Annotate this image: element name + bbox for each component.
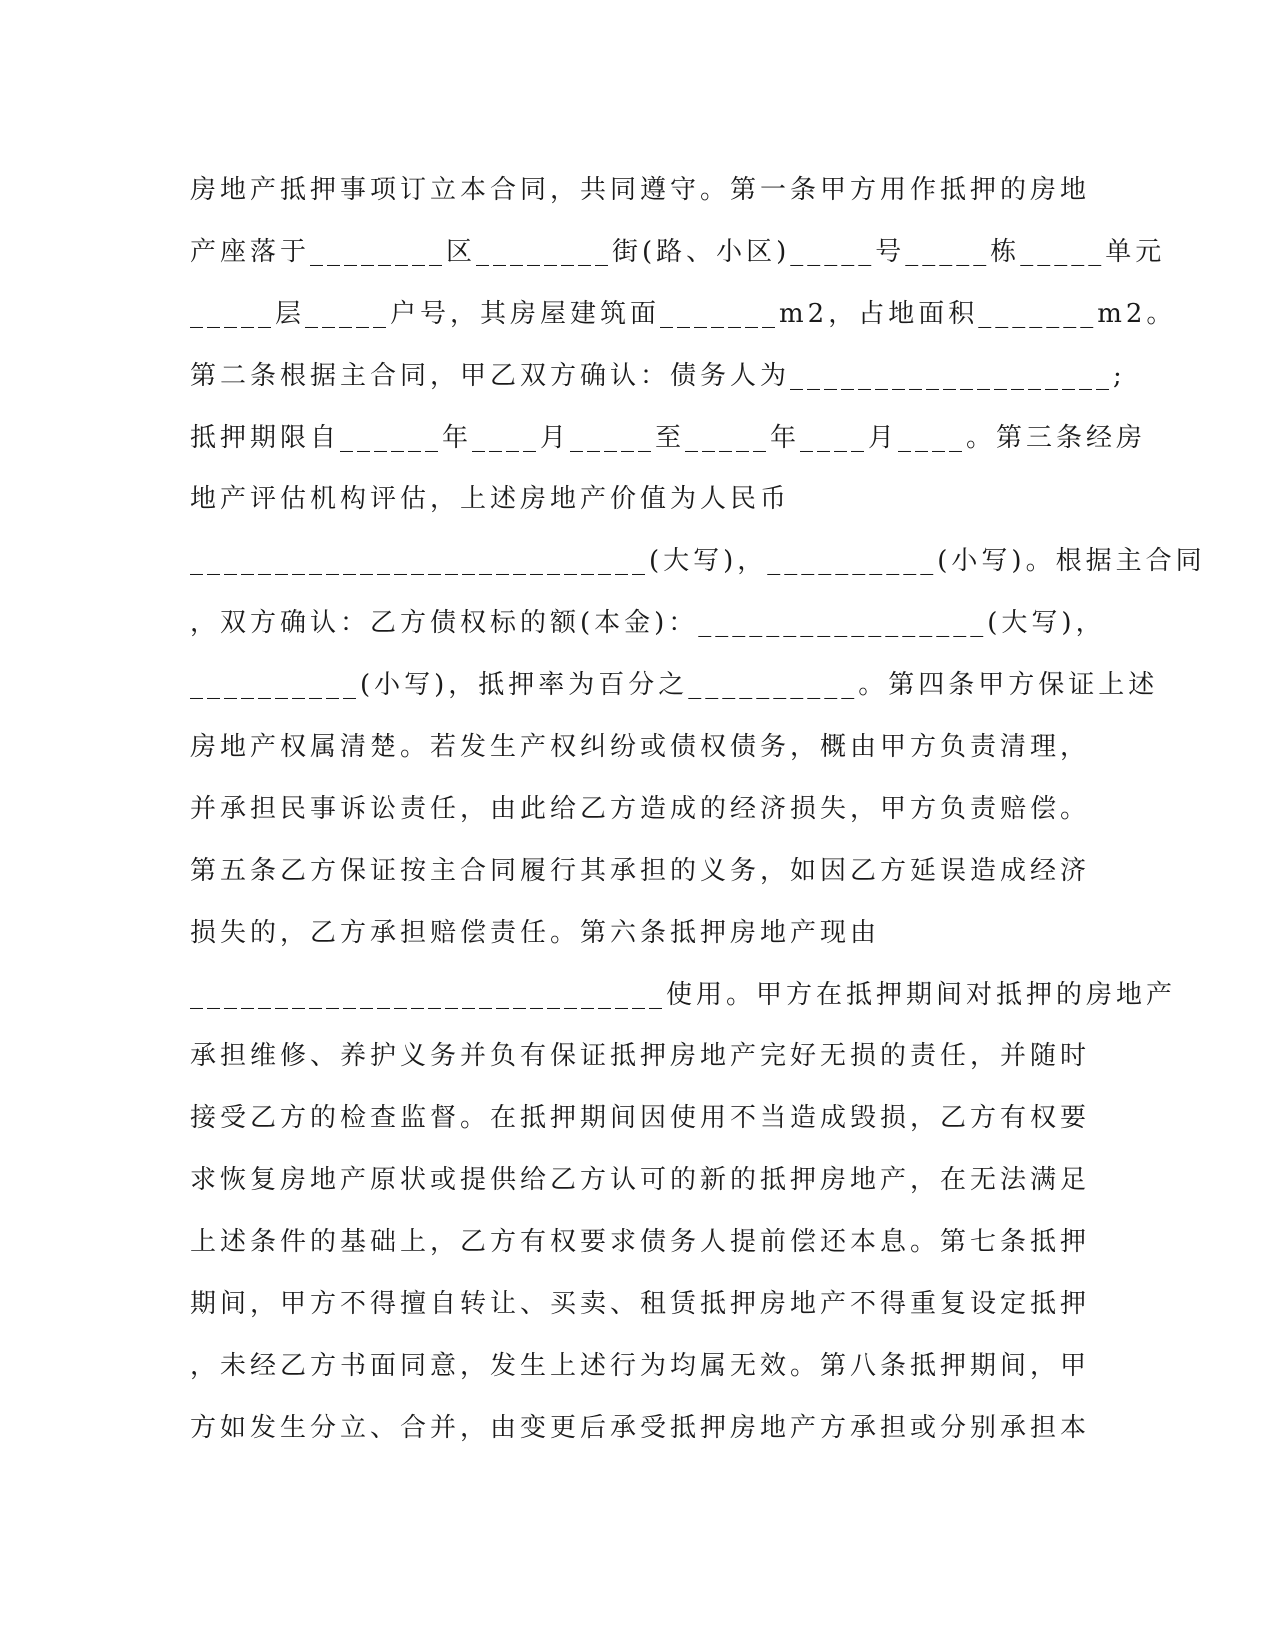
text-line: 抵押期限自______年____月_____至_____年____月____。第三条经房 bbox=[190, 422, 1147, 453]
contract-body-text bbox=[190, 160, 1206, 1460]
text-line: 第二条根据主合同，甲乙双方确认：债务人为___________________; bbox=[190, 360, 1126, 391]
text-line: 承担维修、养护义务并负有保证抵押房地产完好无损的责任，并随时 bbox=[190, 1041, 1091, 1072]
text-line: 地产评估机构评估，上述房地产价值为人民币 bbox=[190, 484, 791, 515]
text-line: ____________________________使用。甲方在抵押期间对抵押的房地产 bbox=[190, 979, 1177, 1010]
text-line: 第五条乙方保证按主合同履行其承担的义务，如因乙方延误造成经济 bbox=[190, 855, 1091, 886]
text-line: 接受乙方的检查监督。在抵押期间因使用不当造成毁损，乙方有权要 bbox=[190, 1103, 1091, 1134]
text-line: 房地产权属清楚。若发生产权纠纷或债权债务，概由甲方负责清理， bbox=[190, 732, 1091, 763]
text-line: 损失的，乙方承担赔偿责任。第六条抵押房地产现由 bbox=[190, 917, 881, 948]
text-line: 上述条件的基础上，乙方有权要求债务人提前偿还本息。第七条抵押 bbox=[190, 1227, 1091, 1258]
text-line: ，双方确认：乙方债权标的额(本金)：_________________(大写)， bbox=[190, 608, 1106, 639]
text-line: 房地产抵押事项订立本合同，共同遵守。第一条甲方用作抵押的房地 bbox=[190, 175, 1091, 205]
text-line: __________(小写)，抵押率为百分之__________。第四条甲方保证上述 bbox=[190, 670, 1159, 701]
text-line: 并承担民事诉讼责任，由此给乙方造成的经济损失，甲方负责赔偿。 bbox=[190, 793, 1091, 824]
text-line: 产座落于________区________街(路、小区)_____号_____栋_____单元 bbox=[190, 236, 1166, 267]
text-line: 求恢复房地产原状或提供给乙方认可的新的抵押房地产，在无法满足 bbox=[190, 1165, 1091, 1196]
text-line: 期间，甲方不得擅自转让、买卖、租赁抵押房地产不得重复设定抵押 bbox=[190, 1289, 1091, 1320]
text-line: ，未经乙方书面同意，发生上述行为均属无效。第八条抵押期间，甲 bbox=[190, 1350, 1091, 1381]
text-line: 方如发生分立、合并，由变更后承受抵押房地产方承担或分别承担本 bbox=[190, 1412, 1091, 1443]
text-line: ___________________________(大写)，__________(小写)。根据主合同 bbox=[190, 546, 1206, 577]
text-line: _____层_____户号，其房屋建筑面_______m2，占地面积_______m2。 bbox=[190, 298, 1177, 329]
